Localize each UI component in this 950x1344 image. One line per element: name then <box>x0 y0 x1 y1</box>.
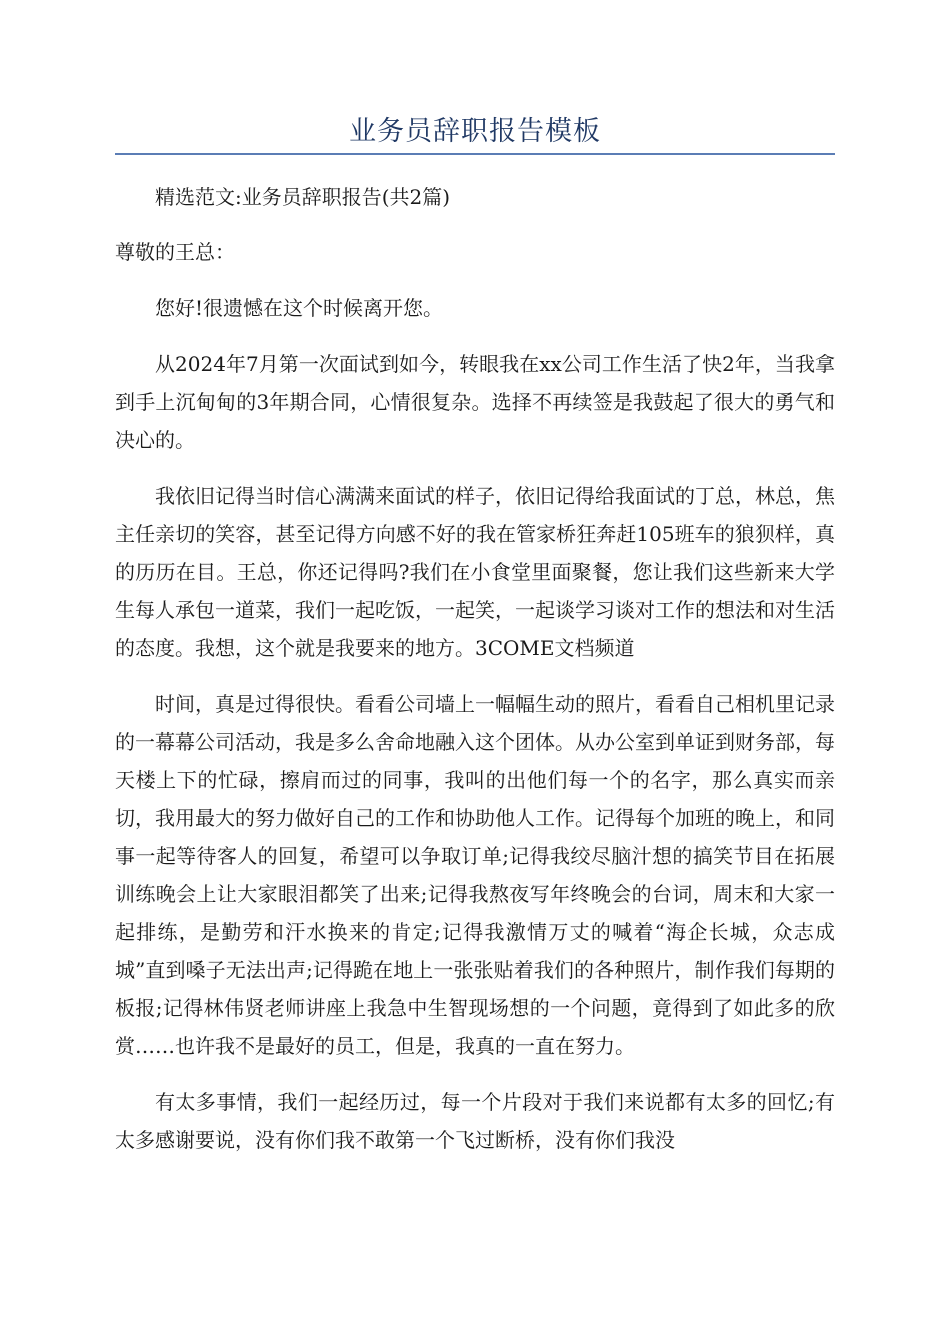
paragraph-5: 有太多事情，我们一起经历过，每一个片段对于我们来说都有太多的回忆;有太多感谢要说，没有你们我不敢第一个飞过断桥，没有你们我没 <box>115 1090 835 1152</box>
document-title: 业务员辞职报告模板 <box>349 116 601 147</box>
document-subtitle: 精选范文:业务员辞职报告(共2篇) <box>155 185 451 209</box>
document-page <box>115 112 835 1159</box>
paragraph-3: 我依旧记得当时信心满满来面试的样子，依旧记得给我面试的丁总，林总，焦主任亲切的笑容，甚至记得方向感不好的我在管家桥狂奔赶105班车的狼狈样，真的历历在目。王总，你还记得吗?我们在小食堂里面聚餐，您让我们这些新来大学生每人承包一道菜，我们一起吃饭，一起笑，一起谈学习谈对工作的想法和对生活的态度。我想，这个就是我要来的地方。3COME文档频道 <box>115 484 835 660</box>
paragraph-4: 时间，真是过得很快。看看公司墙上一幅幅生动的照片，看看自己相机里记录的一幕幕公司活动，我是多么舍命地融入这个团体。从办公室到单证到财务部，每天楼上下的忙碌，擦肩而过的同事，我叫的出他们每一个的名字，那么真实而亲切，我用最大的努力做好自己的工作和协助他人工作。记得每个加班的晚上，和同事一起等待客人的回复，希望可以争取订单;记得我绞尽脑汁想的搞笑节目在拓展训练晚会上让大家眼泪都笑了出来;记得我熬夜写年终晚会的台词，周末和大家一起排练，是勤劳和汗水换来的肯定;记得我激情万丈的喊着“海企长城，众志成城”直到嗓子无法出声;记得跪在地上一张张贴着我们的各种照片，制作我们每期的板报;记得林伟贤老师讲座上我急中生智现场想的一个问题，竟得到了如此多的欣赏……也许我不是最好的员工，但是，我真的一直在努力。 <box>115 692 835 1058</box>
salutation: 尊敬的王总： <box>115 240 235 264</box>
paragraph-2: 从2024年7月第一次面试到如今，转眼我在xx公司工作生活了快2年，当我拿到手上沉甸甸的3年期合同，心情很复杂。选择不再续签是我鼓起了很大的勇气和决心的。 <box>115 352 835 452</box>
title-underline <box>115 153 835 155</box>
paragraph-1: 您好!很遗憾在这个时候离开您。 <box>155 296 444 320</box>
